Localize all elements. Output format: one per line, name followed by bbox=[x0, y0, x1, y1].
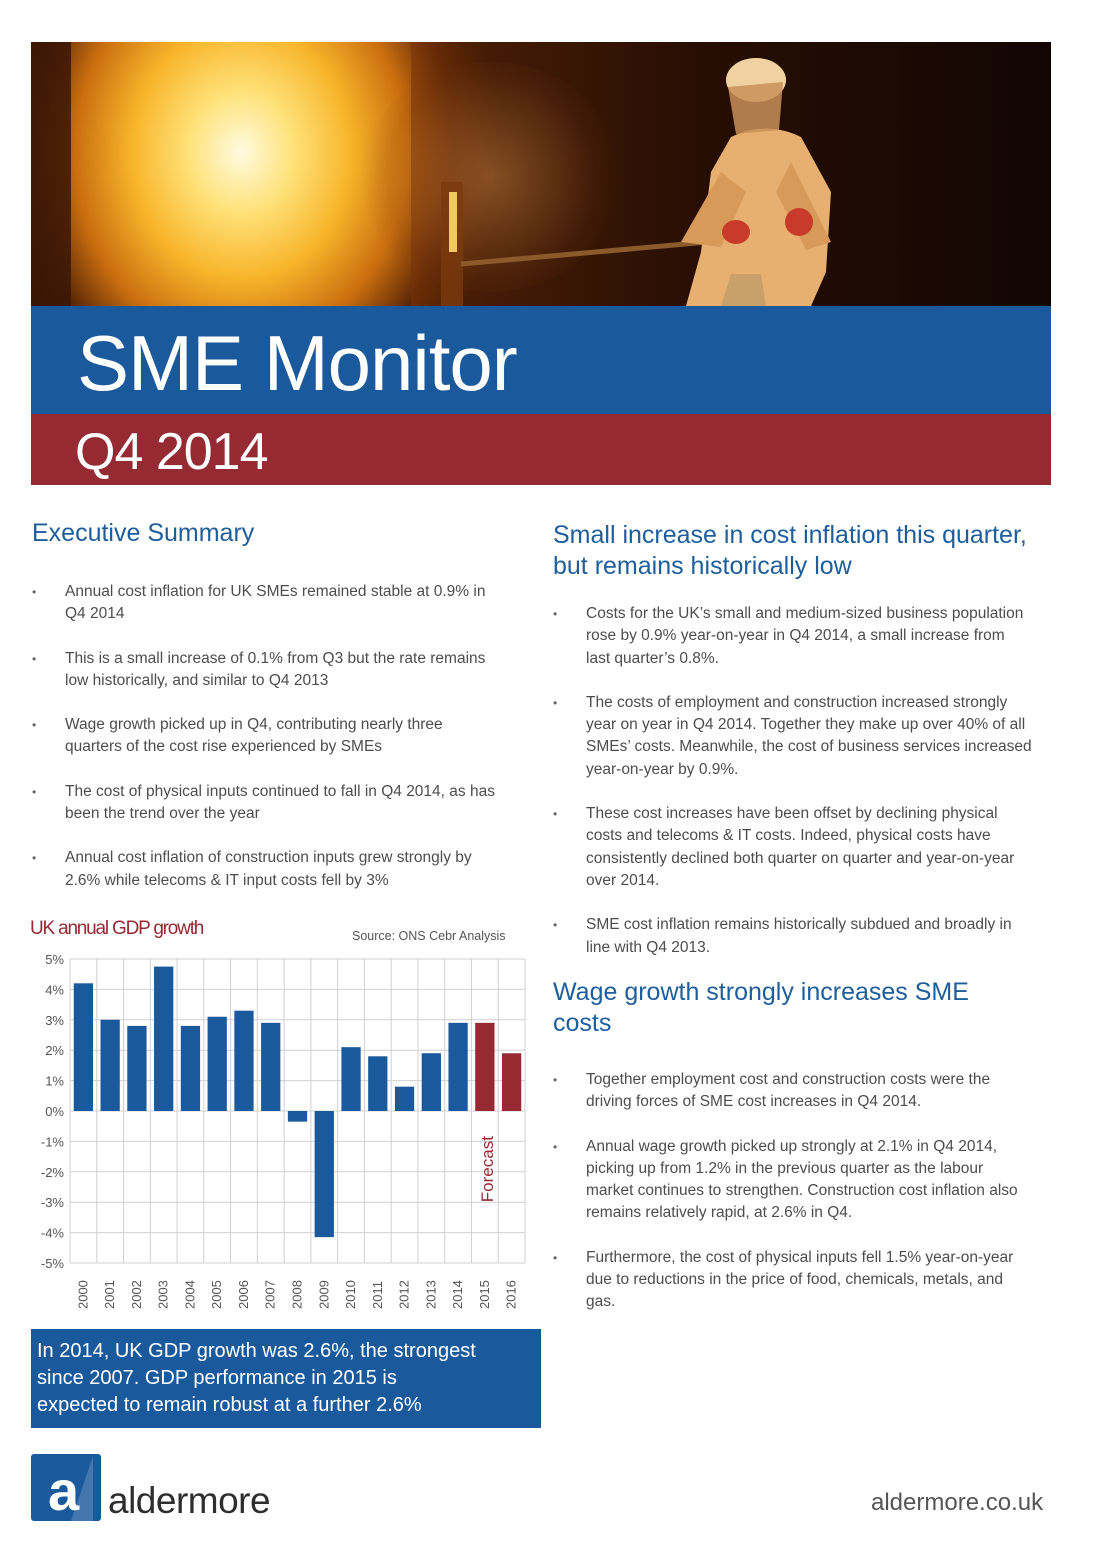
executive-summary-list bbox=[32, 581, 502, 914]
x-tick-label: 2013 bbox=[423, 1280, 439, 1309]
callout-text: In 2014, UK GDP growth was 2.6%, the strongest since 2007. GDP performance in 2015 is expected to remain robust at a further 2.6% bbox=[37, 1340, 476, 1416]
aldermore-logo-icon bbox=[31, 1454, 101, 1521]
x-tick-label: 2003 bbox=[155, 1280, 171, 1309]
bar-2007 bbox=[261, 1023, 280, 1111]
x-tick-label: 2004 bbox=[182, 1280, 198, 1309]
x-tick-label: 2006 bbox=[235, 1280, 251, 1309]
wage-growth-list bbox=[553, 1069, 1033, 1336]
y-tick-label: -1% bbox=[40, 1134, 64, 1150]
x-tick-label: 2012 bbox=[396, 1280, 412, 1309]
x-tick-label: 2016 bbox=[503, 1280, 519, 1309]
x-tick-label: 2002 bbox=[128, 1280, 144, 1309]
wage-growth-heading: Wage growth strongly increases SME costs bbox=[553, 978, 969, 1037]
hero-image bbox=[31, 42, 1051, 306]
list-item: • This is a small increase of 0.1% from Q3 but the rate remains low historically, and similar to Q4 2013 bbox=[32, 648, 502, 693]
chart-plot bbox=[30, 915, 530, 1315]
forecast-label: Forecast bbox=[478, 1136, 498, 1203]
bar-2004 bbox=[181, 1026, 200, 1111]
y-tick-label: 0% bbox=[45, 1104, 64, 1119]
x-tick-label: 2011 bbox=[369, 1281, 385, 1309]
y-tick-label: -5% bbox=[40, 1256, 64, 1271]
x-tick-label: 2008 bbox=[289, 1280, 305, 1309]
bar-2005 bbox=[208, 1017, 227, 1111]
bar-2002 bbox=[127, 1026, 146, 1111]
list-item: • The costs of employment and construction increased strongly year on year in Q4 2014. Together they make up over 40% of all SMEs’ costs. Meanwhile, the cost of business services increased year-on-year by 0.9%. bbox=[553, 692, 1033, 781]
bar-2014 bbox=[448, 1023, 467, 1111]
list-item: • These cost increases have been offset by declining physical costs and telecoms & IT costs. Indeed, physical costs have consistently declined both quarter on quarter and year-on-year over 2014. bbox=[553, 803, 1033, 892]
list-item: • Annual cost inflation of construction inputs grew strongly by 2.6% while telecoms & IT input costs fell by 3% bbox=[32, 847, 502, 892]
bar-2016 bbox=[502, 1053, 521, 1111]
chart-source: Source: ONS Cebr Analysis bbox=[352, 929, 506, 943]
list-item: • Annual cost inflation for UK SMEs remained stable at 0.9% in Q4 2014 bbox=[32, 581, 502, 626]
x-tick-label: 2000 bbox=[75, 1280, 91, 1309]
bar-2013 bbox=[422, 1053, 441, 1111]
bar-2012 bbox=[395, 1087, 414, 1111]
cost-inflation-list bbox=[553, 603, 1033, 981]
bar-2010 bbox=[341, 1047, 360, 1111]
list-item: • Annual wage growth picked up strongly at 2.1% in Q4 2014, picking up from 1.2% in the previous quarter as the labour market continues to strengthen. Construction cost inflation also remains relatively rapid, at 2.6% in Q4. bbox=[553, 1136, 1033, 1225]
executive-summary-heading: Executive Summary bbox=[32, 519, 255, 547]
page-subtitle: Q4 2014 bbox=[75, 423, 268, 481]
bar-2011 bbox=[368, 1056, 387, 1111]
y-tick-label: 1% bbox=[45, 1073, 64, 1089]
steelworker-illustration bbox=[31, 42, 1051, 306]
y-tick-label: 3% bbox=[45, 1012, 64, 1028]
x-tick-label: 2015 bbox=[476, 1280, 492, 1309]
title-band bbox=[31, 306, 1051, 414]
page-title: SME Monitor bbox=[77, 319, 517, 407]
x-tick-label: 2010 bbox=[343, 1280, 359, 1309]
bar-2009 bbox=[315, 1111, 334, 1237]
y-tick-label: -3% bbox=[40, 1195, 64, 1211]
subtitle-band bbox=[31, 414, 1051, 485]
list-item: • Furthermore, the cost of physical inputs fell 1.5% year-on-year due to reductions in the price of food, chemicals, metals, and gas. bbox=[553, 1247, 1033, 1314]
bar-2000 bbox=[74, 983, 93, 1111]
bar-2015 bbox=[475, 1023, 494, 1111]
x-tick-label: 2009 bbox=[316, 1280, 332, 1309]
x-tick-label: 2007 bbox=[262, 1280, 278, 1309]
list-item: • The cost of physical inputs continued to fall in Q4 2014, as has been the trend over the year bbox=[32, 781, 502, 826]
logo-letter: a bbox=[48, 1459, 80, 1521]
list-item: • SME cost inflation remains historically subdued and broadly in line with Q4 2013. bbox=[553, 914, 1033, 959]
y-tick-label: -2% bbox=[40, 1164, 64, 1180]
left-column bbox=[32, 518, 502, 889]
y-tick-label: 4% bbox=[45, 982, 64, 998]
gdp-growth-chart bbox=[30, 915, 530, 1315]
list-item: • Wage growth picked up in Q4, contributing nearly three quarters of the cost rise experienced by SMEs bbox=[32, 714, 502, 759]
bar-2008 bbox=[288, 1111, 307, 1122]
list-item: • Together employment cost and construction costs were the driving forces of SME cost increases in Q4 2014. bbox=[553, 1069, 1033, 1114]
y-tick-label: 2% bbox=[45, 1043, 64, 1059]
bar-2001 bbox=[101, 1020, 120, 1111]
x-tick-label: 2001 bbox=[102, 1280, 118, 1309]
gdp-callout bbox=[31, 1329, 541, 1428]
bar-2006 bbox=[234, 1011, 253, 1111]
x-tick-label: 2005 bbox=[209, 1280, 225, 1309]
chart-title: UK annual GDP growth bbox=[30, 918, 204, 939]
x-tick-label: 2014 bbox=[450, 1280, 466, 1309]
cost-inflation-heading: Small increase in cost inflation this quarter, but remains historically low bbox=[553, 521, 1027, 580]
y-tick-label: -4% bbox=[40, 1225, 64, 1241]
list-item: • Costs for the UK’s small and medium-sized business population rose by 0.9% year-on-year in Q4 2014, a small increase from last quarter’s 0.8%. bbox=[553, 603, 1033, 670]
website-link[interactable]: aldermore.co.uk bbox=[871, 1489, 1044, 1516]
y-tick-label: 5% bbox=[45, 952, 64, 967]
bar-2003 bbox=[154, 967, 173, 1111]
brand-wordmark: aldermore bbox=[108, 1480, 271, 1521]
